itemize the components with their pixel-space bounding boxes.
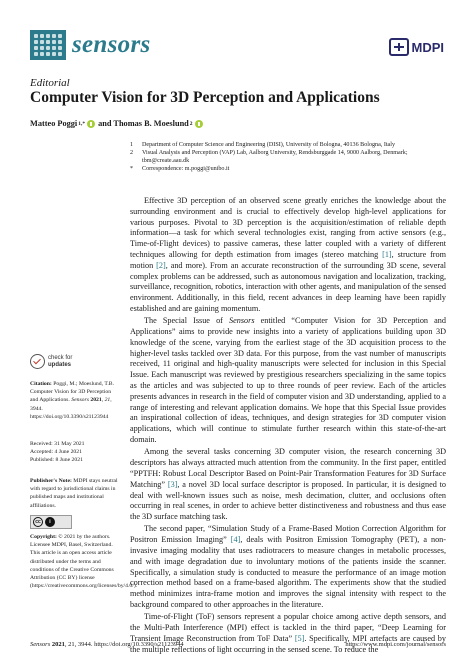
author-joiner[interactable]: and Thomas B. Moeslund: [98, 119, 189, 128]
article-type: Editorial: [30, 77, 70, 89]
author-1[interactable]: Matteo Poggi: [30, 119, 78, 128]
paragraph: Time-of-Flight (ToF) sensors represent a popular choice among active depth sensors, and the Multi-Path Interference (MPI) effect is tackled in the third paper, “Deep Learning for Transient Image Reconstruction from ToF Data” [5]. Specifically, MPI artefacts are caused by the multiple reflections of light occurring in the sensed scene. To reduce the: [130, 612, 446, 654]
paragraph: Effective 3D perception of an observed scene greatly enriches the knowledge about the surrounding environment and is crucial to effectively develop high-level applications for various purposes. Pivotal to 3D perception is the acquisition/estimation of reliable depth information—a task for which several technologies exist, ranging from active sensors (e.g., Time-of-Flight devices) to passive cameras, these latter coupled with a variety of different techniques allowing for depth estimation from images (stereo matching [1], structure from motion [2], and more). From an accurate reconstruction of the surrounding 3D scene, several complex problems can be addressed, such as autonomous navigation and localization, tracking, surveillance, recognition, robotics, interaction with other agents, and manipulation of the sensed environment. Additionally, in this field, recent advances in deep learning have been rapidly established and are gaining momentum.: [130, 196, 446, 313]
author-list: [30, 119, 206, 128]
author-2-affiliation: 2: [189, 120, 193, 127]
received-date: Received: 31 May 2021: [30, 441, 85, 447]
accepted-date: Accepted: 4 June 2021: [30, 449, 82, 456]
reference-link[interactable]: [5]: [294, 633, 305, 643]
reference-link[interactable]: [3]: [167, 479, 178, 489]
attribution-icon: i: [45, 517, 55, 527]
check-for-updates-button[interactable]: check for updates: [30, 354, 72, 369]
orcid-icon[interactable]: [87, 120, 95, 128]
affiliation-item: 1 Department of Computer Science and Engineering (DISI), University of Bologna, 40136 Bologna, Italy: [130, 142, 396, 148]
footer-journal-link[interactable]: https://www.mdpi.com/journal/sensors: [345, 641, 446, 648]
creative-commons-icon: cc: [33, 517, 43, 527]
cc-by-license-badge[interactable]: [30, 515, 72, 529]
orcid-icon[interactable]: [195, 120, 203, 128]
publisher-note: Publisher's Note: MDPI stays neutral with regard to jurisdictional claims in published maps and institutional affiliations.: [30, 478, 118, 509]
paragraph: The second paper, “Simulation Study of a Frame-Based Motion Correction Algorithm for Positron Emission Imaging” [4], deals with Positron Emission Tomography (PET), a non-invasive imaging modality that uses radiotracers to measure changes in metabolic processes, and with image degradation due to involuntary motions of the patients inside the scanner. Specifically, a simulation study is conducted to measure the performance of an image motion correction method based on a frame-based algorithm. The experiments show that the studied method minimizes intra-frame motion and improves the signal intensity with respect to the background compared to other approaches in the literature.: [130, 524, 446, 609]
article-title: Computer Vision for 3D Perception and Applications: [30, 89, 380, 106]
published-date: Published: 8 June 2021: [30, 457, 83, 464]
citation-doi-link[interactable]: , 3944. https://doi.org/10.3390/s21123944: [30, 397, 112, 420]
publisher-name: MDPI: [411, 39, 444, 55]
publisher-logo[interactable]: [389, 38, 445, 56]
article-body: [130, 196, 446, 657]
publication-dates: [30, 440, 120, 465]
reference-link[interactable]: [4]: [230, 535, 241, 545]
page-header: [30, 30, 444, 68]
reference-link[interactable]: [1]: [382, 249, 392, 259]
journal-name: sensors: [72, 31, 151, 58]
affiliation-item: * Correspondence: m.poggi@unibo.it: [130, 166, 230, 172]
citation-block: Citation: Poggi, M.; Moeslund, T.B. Computer Vision for 3D Perception and Applications. Sensors 2021, 21, 3944. https://doi.org/10.3390/s21123944: [30, 381, 115, 420]
mdpi-logo-icon: [389, 38, 409, 56]
copyright-notice: Copyright: © 2021 by the authors. Licensee MDPI, Basel, Switzerland. This article is an open access article distributed under the terms and conditions of the Creative Commons Attribution (CC BY) license (https://creativecommons.org/licenses/by/4.0/).: [30, 534, 138, 590]
affiliation-item: 2 Visual Analysis and Perception (VAP) Lab, Aalborg University, Rendsburggade 14, 9000 Aalborg, Denmark; tbm@create.aau.dk: [130, 150, 408, 164]
journal-logo[interactable]: [30, 30, 151, 60]
check-updates-icon: [30, 354, 45, 369]
paragraph: The Special Issue of Sensors entitled “Computer Vision for 3D Perception and Applications” aims to provide new insights into a variety of applications building upon 3D knowledge of the scene, varying from the earliest stage of the 3D acquisition process to the higher-level tasks tackled over 3D data. For this purpose, from the vast number of manuscripts received, 11 original and high-quality manuscripts were selected for inclusion in this Special Issue. Each manuscript was reviewed by prestigious researchers specializing in the same topics as the articles and was subjected to up to three rounds of peer review. Each of the articles presents advances in research in the field of computer vision and 3D understanding, applied to a range of interesting and relevant application domains. We hope that this Special Issue provides an inspirational collection of ideas, techniques, and design strategies for 3D computer vision applications, which will continue to stimulate further research within this state-of-the-art domain.: [130, 316, 446, 445]
journal-logo-icon: [30, 30, 66, 60]
paragraph: Among the several tasks concerning 3D computer vision, the research concerning 3D descriptors has always attracted much attention from the community. In the first paper, entitled “PPTFH: Robust Local Descriptor Based on Point-Pair Transformation Features for 3D Surface Matching” [3], a novel 3D local surface descriptor is proposed. In particular, it is designed to deal with well-known issues such as noise, mesh decimation, clutter, and occlusions often occurring in real scenes, in order to achieve better distinctiveness and robustness and thus ease the 3D surface matching task.: [130, 447, 446, 522]
page-footer: [30, 641, 446, 648]
author-1-affiliation: 1,*: [78, 120, 86, 127]
reference-link[interactable]: [2]: [156, 260, 166, 270]
footer-citation: Sensors 2021, 21, 3944. https://doi.org/10.3390/s21123944: [30, 641, 184, 648]
affiliations: [130, 141, 444, 173]
